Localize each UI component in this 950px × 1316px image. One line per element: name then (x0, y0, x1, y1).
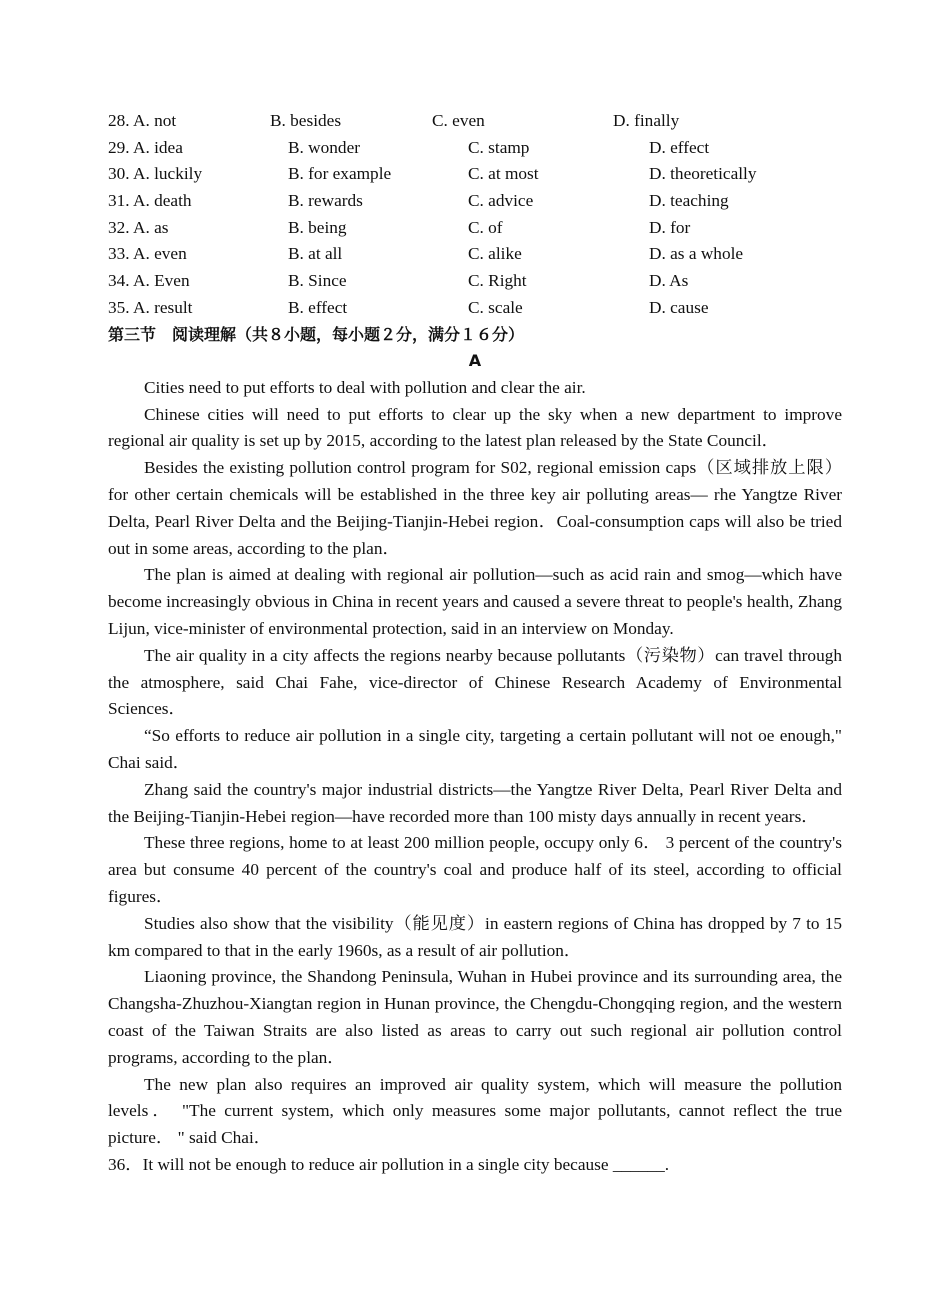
passage-label: A (468, 351, 482, 371)
option-a: 34. A. Even (108, 271, 190, 291)
option-a: 33. A. even (108, 244, 187, 264)
option-c: C. stamp (468, 137, 530, 157)
option-b: B. for example (288, 164, 392, 184)
option-b: B. being (288, 217, 347, 237)
option-b: B. effect (288, 297, 348, 317)
option-d: D. theoretically (649, 164, 757, 184)
question-36: 36．It will not be enough to reduce air pollution in a single city because ______. (108, 1154, 670, 1174)
options-block (108, 108, 842, 322)
option-d: D. finally (613, 111, 680, 130)
option-d: D. for (649, 217, 691, 237)
option-b: B. besides (270, 111, 342, 130)
section-title: 第三节 阅读理解（共８小题，每小题２分，满分１６分） (108, 324, 525, 344)
option-b: B. Since (288, 271, 347, 291)
option-c: C. at most (468, 164, 539, 184)
paragraph: Studies also show that the visibility（能见度）in eastern regions of China has dropped by 7 to 15 km compared to that in the early 1960s, as a result of air pollution． (108, 913, 842, 960)
paragraph: Cities need to put efforts to deal with pollution and clear the air. (144, 377, 586, 397)
paragraph: Zhang said the country's major industrial districts—the Yangtze River Delta, Pearl River Delta and the Beijing-Tianjin-Hebei region—have recorded more than 100 misty days annually in recent years． (108, 779, 842, 826)
paragraph: The plan is aimed at dealing with regional air pollution—such as acid rain and smog—which have become increasingly obvious in China in recent years and caused a severe threat to people's health, Zhang Lijun, vice-minister of environmental protection, said in an interview on Monday. (108, 565, 842, 639)
option-row-31 (108, 188, 842, 215)
option-a: 28. A. not (108, 111, 177, 130)
option-a: 31. A. death (108, 191, 192, 211)
paragraph: Liaoning province, the Shandong Peninsula, Wuhan in Hubei province and its surrounding area, the Changsha-Zhuzhou-Xiangtan region in Hunan province, the Chengdu-Chongqing region, and the western coast of the Taiwan Straits are also listed as areas to carry out such regional air pollution control programs, according to the plan． (108, 967, 842, 1067)
option-c: C. even (432, 111, 485, 130)
option-row-33 (108, 241, 842, 268)
option-row-29 (108, 135, 842, 162)
option-b: B. rewards (288, 191, 363, 211)
paragraph: Chinese cities will need to put efforts to clear up the sky when a new department to improve regional air quality is set up by 2015, according to the latest plan released by the State Council． (108, 404, 842, 451)
paragraph: The air quality in a city affects the regions nearby because pollutants（污染物）can travel through the atmosphere, said Chai Fahe, vice-director of Chinese Research Academy of Environmental Sciences． (108, 645, 842, 719)
option-a: 30. A. luckily (108, 164, 203, 184)
option-c: C. scale (468, 297, 523, 317)
passage-body (108, 375, 842, 1152)
option-a: 35. A. result (108, 297, 193, 317)
paragraph: These three regions, home to at least 200 million people, occupy only 6． 3 percent of the country's area but consume 40 percent of the country's coal and produce half of its steel, according to official figures． (108, 833, 842, 907)
paragraph: “So efforts to reduce air pollution in a single city, targeting a certain pollutant will not oe enough," Chai said． (108, 726, 842, 773)
option-c: C. advice (468, 191, 534, 211)
option-d: D. teaching (649, 191, 729, 211)
option-c: C. of (468, 217, 503, 237)
option-row-32 (108, 215, 842, 242)
option-row-35 (108, 295, 842, 322)
option-d: D. cause (649, 297, 709, 317)
option-d: D. As (649, 271, 689, 291)
option-d: D. effect (649, 137, 710, 157)
option-a: 29. A. idea (108, 137, 183, 157)
option-c: C. Right (468, 271, 527, 291)
option-b: B. at all (288, 244, 343, 264)
exam-page (108, 108, 842, 1179)
option-row-34 (108, 268, 842, 295)
option-a: 32. A. as (108, 217, 169, 237)
paragraph: The new plan also requires an improved air quality system, which will measure the pollution levels． "The current system, which only measures some major pollutants, cannot reflect the true picture． " said Chai． (108, 1074, 842, 1148)
paragraph: Besides the existing pollution control program for S02, regional emission caps（区域排放上限） for other certain chemicals will be established in the three key air polluting areas— rhe Yangtze River Delta, Pearl River Delta and the Beijing-Tianjin-Hebei region．Coal-consumption caps will also be tried out in some areas, according to the plan． (108, 458, 842, 558)
option-row-30 (108, 161, 842, 188)
option-b: B. wonder (288, 137, 360, 157)
option-c: C. alike (468, 244, 522, 264)
option-row-28 (108, 108, 842, 135)
option-d: D. as a whole (649, 244, 744, 264)
